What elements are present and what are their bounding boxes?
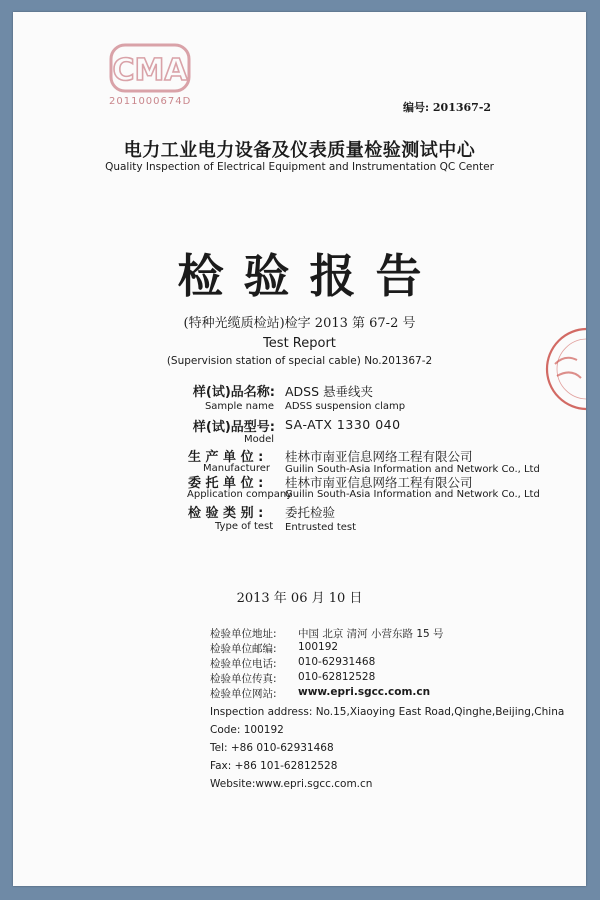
report-sheet [13,12,586,886]
contact-label-website: 检验单位网站: [210,688,277,700]
field-value-cn: ADSS 悬垂线夹 [285,384,374,399]
field-label-cn: 样(试)品名称: [192,385,275,400]
field-value-cn: 委托检验 [285,505,336,520]
contact-value-postcode: 100192 [298,641,339,653]
report-date: 2013 年 06 月 10 日 [236,591,363,606]
field-label-en: Type of test [215,521,274,532]
cma-logo-text: CMA [112,53,188,88]
contact-label-address: 检验单位地址: [210,628,277,640]
field-label-en: Model [243,434,274,445]
contact-label-postcode: 检验单位邮编: [210,643,277,655]
field-label-en: Application company [187,489,293,500]
field-label-cn: 生 产 单 位 : [188,450,264,465]
field-value-cn: SA-ATX 1330 040 [285,417,401,432]
cma-code: 2011000674D [109,96,192,107]
field-value-cn: 桂林市南亚信息网络工程有限公司 [285,449,473,464]
center-name-cn: 电力工业电力设备及仪表质量检验测试中心 [123,140,476,161]
contact-value-phone: 010-62931468 [298,656,376,668]
center-name-en: Quality Inspection of Electrical Equipment and Instrumentation QC Center [105,161,494,173]
report-title-en: Test Report [263,336,336,351]
field-label-cn: 样(试)品型号: [192,420,275,435]
contact-label-phone: 检验单位电话: [210,658,277,670]
test-number-cn: (特种光缆质检站)检字 2013 第 67-2 号 [183,316,416,331]
field-value-en: Guilin South-Asia Information and Network Co., Ltd [285,489,540,500]
test-number-en: (Supervision station of special cable) No.201367-2 [166,355,433,367]
field-label-en: Sample name [204,401,274,412]
contact-value-address: 中国 北京 清河 小营东路 15 号 [298,628,444,640]
contact-en-address: Inspection address: No.15,Xiaoying East Road,Qinghe,Beijing,China [210,706,565,718]
report-number: 编号: 201367-2 [403,101,492,114]
field-value-en: Guilin South-Asia Information and Network Co., Ltd [285,464,540,475]
field-label-cn: 委 托 单 位 : [188,476,264,491]
contact-en-code: Code: 100192 [210,724,284,736]
contact-value-fax: 010-62812528 [298,671,376,683]
field-value-en: ADSS suspension clamp [285,401,406,412]
contact-label-fax: 检验单位传真: [210,673,277,685]
field-value-en: Entrusted test [285,522,357,533]
contact-value-website: www.epri.sgcc.com.cn [298,686,431,698]
contact-en-tel: Tel: +86 010-62931468 [210,742,334,754]
cma-logo [109,42,191,94]
field-label-en: Manufacturer [203,463,270,474]
field-label-cn: 检 验 类 别 : [188,506,264,521]
report-title-cn: 检验报告 [177,249,442,303]
field-value-cn: 桂林市南亚信息网络工程有限公司 [285,475,473,490]
contact-en-fax: Fax: +86 101-62812528 [210,760,338,772]
red-seal-stamp [537,324,586,414]
contact-en-website: Website:www.epri.sgcc.com.cn [210,778,373,790]
